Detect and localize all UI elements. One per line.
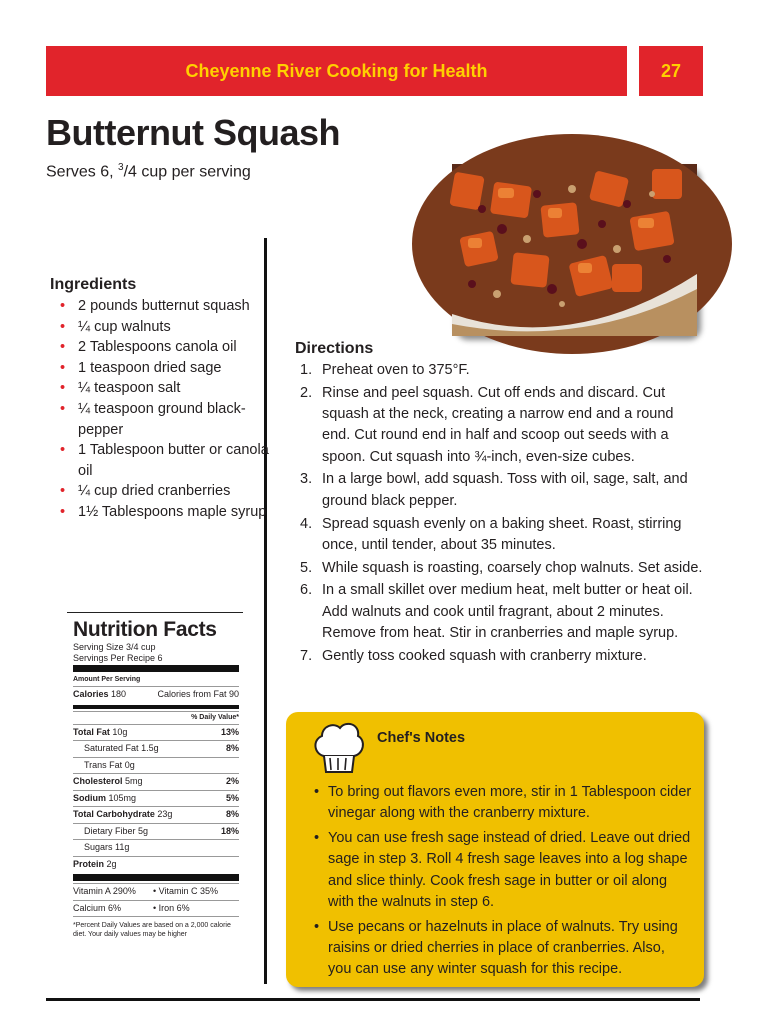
- nutrient-label: Sugars: [84, 842, 113, 852]
- direction-step: [300, 558, 704, 579]
- serves-fraction-denominator: /4: [123, 163, 137, 181]
- header-banner: [46, 46, 627, 96]
- iron: • Iron 6%: [153, 902, 190, 913]
- nutrient-label: Protein: [73, 858, 105, 869]
- ingredient-item: • ¼ teaspoon ground black-pepper: [60, 399, 270, 440]
- chef-note: • Use pecans or hazelnuts in place of walnuts. Try using raisins or dried cherries in place of cranberries. Also, you can use any winter squash for this recipe.: [314, 917, 692, 981]
- direction-step: [300, 580, 704, 644]
- recipe-title: Butternut Squash: [46, 112, 340, 153]
- nutrient-row: [73, 790, 239, 807]
- step-number: 6.: [300, 582, 313, 599]
- nutrient-row: [73, 757, 239, 774]
- nutrient-name: [84, 758, 135, 774]
- directions-list: [300, 360, 704, 669]
- recipe-photo: [452, 164, 697, 336]
- nutrient-label: Total Fat: [73, 726, 110, 737]
- nutrient-amount: 1.5g: [141, 743, 159, 753]
- nutrient-daily-value: 13%: [220, 726, 239, 737]
- nutrient-row: [73, 856, 239, 873]
- mineral-row: [73, 900, 239, 917]
- chef-note: • To bring out flavors even more, stir in 1 Tablespoon cider vinegar along with the cranberry mixture.: [314, 782, 692, 825]
- nutrition-medium-rule: [73, 705, 239, 709]
- step-text: Preheat oven to 375°F.: [322, 362, 470, 378]
- nutrient-label: Cholesterol: [73, 776, 123, 786]
- direction-step: [300, 514, 704, 557]
- nutrient-label: Saturated Fat: [84, 743, 139, 753]
- directions-heading: Directions: [295, 340, 374, 357]
- serving-size: Serving Size 3/4 cup: [73, 642, 156, 652]
- nutrition-title: Nutrition Facts: [73, 618, 217, 641]
- direction-step: [300, 469, 704, 512]
- ingredient-item: • ¼ cup dried cranberries: [60, 481, 270, 502]
- calories-from-fat: Calories from Fat 90: [157, 689, 239, 699]
- vitamin-row: [73, 883, 239, 900]
- page-number-box: [639, 46, 703, 96]
- nutrition-thick-rule: [73, 665, 239, 672]
- nutrient-name: [84, 824, 148, 840]
- step-number: 7.: [300, 647, 313, 664]
- calories-row: [73, 686, 239, 703]
- daily-value-header: % Daily Value*: [73, 711, 239, 724]
- nutrient-name: [84, 840, 129, 856]
- direction-step: [300, 646, 704, 667]
- nutrient-name: [73, 725, 127, 741]
- nutrient-amount: 23g: [157, 809, 173, 819]
- ingredient-item: • 1 teaspoon dried sage: [60, 358, 270, 379]
- ingredient-item: • 1 Tablespoon butter or canola oil: [60, 440, 270, 481]
- ingredient-item: • 2 pounds butternut squash: [60, 296, 270, 317]
- calcium: Calcium 6%: [73, 902, 122, 913]
- nutrient-name: [73, 791, 136, 807]
- step-text: In a small skillet over medium heat, melt butter or heat oil. Add walnuts and cook until fragrant, about 2 minutes. Remove from heat. Stir in cranberries and maple syrup.: [322, 582, 693, 642]
- ingredients-list: [60, 296, 270, 523]
- nutrient-amount: 11g: [115, 842, 130, 852]
- nutrient-row: [73, 724, 239, 741]
- serves-prefix: Serves 6,: [46, 163, 119, 181]
- nutrient-amount: 105mg: [108, 792, 137, 803]
- calories-value: 180: [111, 689, 127, 699]
- direction-step: [300, 360, 704, 381]
- step-text: While squash is roasting, coarsely chop walnuts. Set aside.: [322, 559, 703, 576]
- chefs-notes-title: Chef's Notes: [377, 730, 466, 746]
- amount-per-serving: Amount Per Serving: [73, 676, 141, 683]
- step-text: In a large bowl, add squash. Toss with oil, sage, salt, and ground black pepper.: [322, 471, 688, 509]
- nutrient-row: [73, 740, 239, 757]
- nutrient-label: Dietary Fiber: [84, 825, 136, 836]
- vitamin-c: • Vitamin C 35%: [153, 886, 219, 896]
- serves-suffix: cup per serving: [136, 163, 251, 181]
- banner-title: Cheyenne River Cooking for Health: [185, 60, 488, 81]
- nutrient-daily-value: 8%: [225, 809, 239, 819]
- nutrition-facts-label: [67, 612, 243, 938]
- ingredient-item: • 2 Tablespoons canola oil: [60, 337, 270, 358]
- ingredient-item: • ¼ teaspoon salt: [60, 378, 270, 399]
- page-number: 27: [660, 60, 682, 81]
- step-text: Rinse and peel squash. Cut off ends and discard. Cut squash at the neck, creating a narrow end and a round end. Cut round end in half and scoop out seeds with a spoon. Cut squash into ¾-inch, even-size cubes.: [322, 384, 674, 465]
- nutrient-amount: 5mg: [125, 776, 143, 786]
- chefs-notes-box: [286, 712, 704, 987]
- step-number: 3.: [300, 471, 313, 488]
- bottom-rule: [46, 998, 700, 1001]
- nutrient-name: [73, 774, 143, 790]
- step-number: 5.: [300, 559, 313, 576]
- chef-hat-icon: [310, 718, 366, 778]
- nutrient-label: Trans Fat: [84, 759, 123, 770]
- nutrient-daily-value: 5%: [225, 792, 239, 803]
- nutrition-footnote: *Percent Daily Values are based on a 2,000 calorie diet. Your daily values may be higher: [73, 916, 239, 939]
- vitamin-a: Vitamin A 290%: [73, 886, 136, 896]
- chef-note: • You can use fresh sage instead of dried. Leave out dried sage in step 3. Roll 4 fresh sage leaves into a log shape and slice thinly. Cook fresh sage in butter or oil along with the walnuts in step 6.: [314, 828, 692, 913]
- nutrient-amount: 2g: [106, 858, 117, 869]
- step-number: 4.: [300, 515, 313, 532]
- direction-step: [300, 383, 704, 468]
- nutrient-label: Sodium: [73, 792, 106, 803]
- ingredient-item: • 1½ Tablespoons maple syrup: [60, 502, 270, 523]
- nutrient-amount: 10g: [112, 726, 128, 737]
- ingredient-item: • ¼ cup walnuts: [60, 317, 270, 338]
- chefs-notes-list: [314, 782, 692, 984]
- nutrient-name: [84, 741, 159, 757]
- nutrient-row: [73, 839, 239, 856]
- nutrient-amount: 5g: [138, 825, 149, 836]
- nutrient-row: [73, 806, 239, 823]
- serving-info: [46, 162, 251, 181]
- nutrient-daily-value: 2%: [225, 776, 239, 786]
- nutrient-daily-value: 8%: [225, 743, 239, 753]
- nutrient-row: [73, 773, 239, 790]
- step-number: 2.: [300, 384, 313, 401]
- nutrient-row: [73, 823, 239, 840]
- step-text: Spread squash evenly on a baking sheet. Roast, stirring once, until tender, about 35 minutes.: [322, 515, 682, 553]
- servings-per-recipe: Servings Per Recipe 6: [73, 652, 163, 663]
- nutrient-name: [73, 857, 117, 873]
- calories-label: Calories: [73, 689, 109, 699]
- step-text: Gently toss cooked squash with cranberry mixture.: [322, 647, 647, 664]
- nutrient-amount: 0g: [124, 759, 135, 770]
- squash-dish-image: [452, 164, 697, 336]
- ingredients-heading: Ingredients: [50, 276, 137, 293]
- nutrition-thick-rule: [73, 874, 239, 881]
- serves-fraction-numerator: 3: [118, 162, 124, 173]
- nutrient-label: Total Carbohydrate: [73, 809, 155, 819]
- step-number: 1.: [300, 362, 313, 378]
- nutrient-name: [73, 807, 172, 823]
- nutrient-daily-value: 18%: [220, 825, 239, 836]
